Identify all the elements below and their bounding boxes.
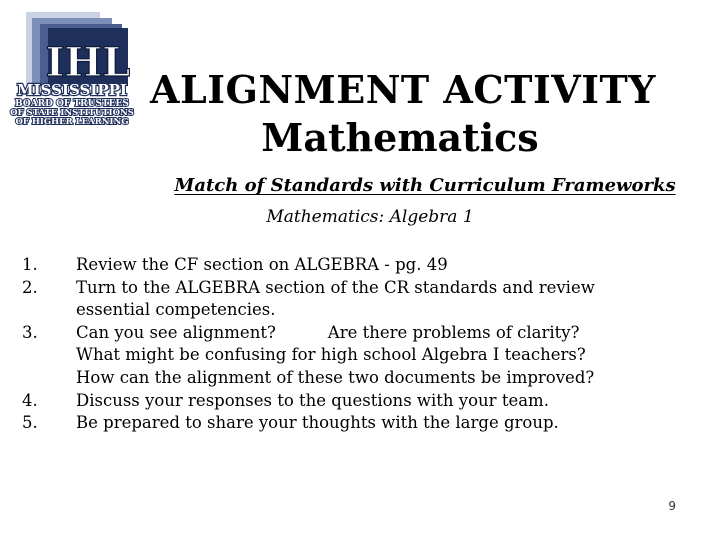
slide-subtitle: Mathematics xyxy=(261,115,539,160)
item-number: 4. xyxy=(22,390,38,410)
logo-institutions-text: OF STATE INSTITUTIONS xyxy=(10,108,134,118)
item-text-row xyxy=(76,322,712,345)
item-text: How can the alignment of these two documents be improved? xyxy=(76,367,595,387)
item-text: Are there problems of clarity? xyxy=(327,322,580,342)
list-item xyxy=(22,412,712,435)
item-text: Can you see alignment? xyxy=(76,322,276,342)
ihl-logo xyxy=(8,8,138,130)
item-number: 2. xyxy=(22,277,38,297)
item-text: Turn to the ALGEBRA section of the CR standards and review xyxy=(76,277,595,297)
section-subheading: Mathematics: Algebra 1 xyxy=(266,207,474,227)
instruction-list xyxy=(22,254,712,435)
item-number: 1. xyxy=(22,255,38,274)
logo-board-text: BOARD OF TRUSTEES xyxy=(15,99,129,109)
ihl-logo-graphic xyxy=(8,8,138,130)
item-text: Review the CF section on ALGEBRA - pg. 49 xyxy=(76,255,448,274)
section-heading: Match of Standards with Curriculum Frameworks xyxy=(174,175,676,196)
list-item xyxy=(22,277,712,322)
page-number: 9 xyxy=(668,499,676,513)
item-number: 5. xyxy=(22,413,38,433)
item-number: 3. xyxy=(22,322,38,342)
item-text: Be prepared to share your thoughts with the large group. xyxy=(76,413,559,433)
item-text: essential competencies. xyxy=(76,300,276,320)
item-text: Discuss your responses to the questions with your team. xyxy=(76,390,549,410)
slide-title: ALIGNMENT ACTIVITY xyxy=(150,67,656,112)
item-text: What might be confusing for high school Algebra I teachers? xyxy=(76,345,586,365)
list-item xyxy=(22,322,712,390)
list-item xyxy=(22,390,712,413)
logo-ihl-text: IHL xyxy=(45,39,131,86)
logo-learning-text: OF HIGHER LEARNING xyxy=(15,117,129,127)
list-item xyxy=(22,254,712,277)
logo-state-text: MISSISSIPPI xyxy=(17,81,127,99)
